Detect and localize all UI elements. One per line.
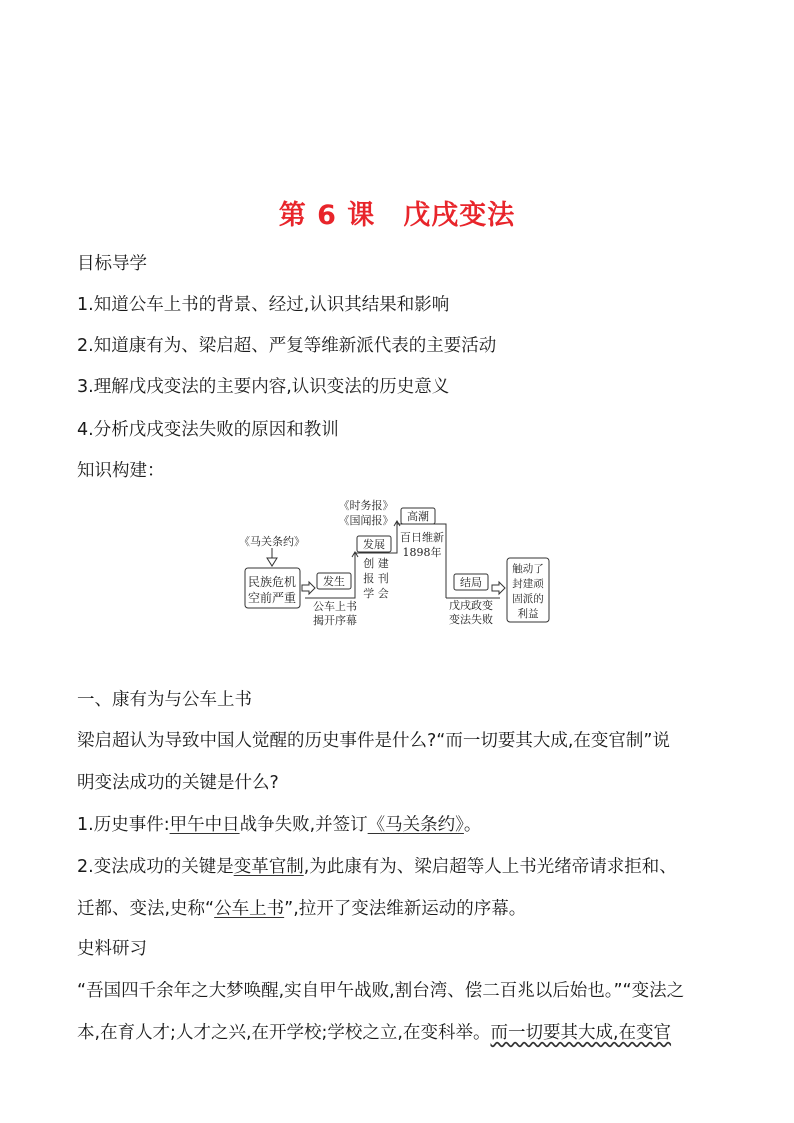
coup-line-1: 戊戌政变 [449,599,493,612]
answer-3-rest: ”,拉开了变法维新运动的序幕。 [284,899,527,919]
interest-line-1: 触动了 [512,563,544,575]
question-line-1: 梁启超认为导致中国人觉醒的历史事件是什么?“而一切要其大成,在变官制”说 [77,731,670,751]
quote-line-2-marked: 而一切要其大成,在变官 [490,1023,672,1043]
interest-line-4: 利益 [517,608,539,620]
quote-line-2 [77,1021,671,1045]
answer-1-blank-1: 甲午中日 [169,815,240,835]
interest-line-2: 封建顽 [512,578,544,590]
gongche-line-2: 揭开序幕 [313,614,357,627]
crisis-line-2: 空前严重 [247,591,297,605]
treaty-label: 《马关条约》 [239,535,305,548]
answer-2-rest: ,为此康有为、梁启超等人上书光绪帝请求拒和、 [303,857,677,877]
quote-line-1: “吾国四千余年之大梦唤醒,实自甲午战败,割台湾、偿二百兆以后始也。”“变法之 [77,981,685,1001]
develop-label: 发展 [363,538,385,551]
coup-line-2: 变法失败 [449,613,493,626]
bairi-line-2: 1898年 [402,546,442,559]
answer-1-mid: 战争失败,并签订 [239,815,368,835]
research-heading: 史料研习 [77,939,147,959]
guide-item-2: 2.知道康有为、梁启超、严复等维新派代表的主要活动 [77,336,497,356]
create-line-3: 学 会 [363,587,389,600]
guide-item-4: 4.分析戊戌变法失败的原因和教训 [77,420,339,440]
guide-item-3: 3.理解戊戌变法的主要内容,认识变法的历史意义 [77,377,450,397]
gongche-line-1: 公车上书 [313,600,357,613]
answer-3-blank: 公车上书 [214,899,285,919]
question-line-2: 明变法成功的关键是什么? [77,773,279,793]
section-heading: 一、康有为与公车上书 [77,690,252,710]
answer-1-blank-2: 《马关条约》 [367,815,464,835]
bairi-line-1: 百日维新 [400,531,444,544]
climax-label: 高潮 [407,510,429,523]
shiwu-label: 《时务报》 [338,499,394,512]
crisis-line-1: 民族危机 [247,575,297,589]
guide-item-1: 1.知道公车上书的背景、经过,认识其结果和影响 [77,295,450,315]
guowen-label: 《国闻报》 [338,514,394,527]
answer-line-2 [77,855,677,879]
result-label: 结局 [460,576,482,589]
answer-1-end: 。 [463,815,482,835]
quote-line-2-plain: 本,在育人才;人才之兴,在开学校;学校之立,在变科举。 [77,1023,491,1043]
create-line-1: 创 建 [363,557,389,570]
interest-line-3: 固派的 [512,593,544,605]
knowledge-heading: 知识构建： [77,461,165,481]
answer-line-1 [77,813,481,837]
page-title: 第 6 课 戊戌变法 [278,200,516,231]
occur-label: 发生 [323,575,345,588]
answer-2-prefix: 2.变法成功的关键是 [77,857,234,877]
answer-2-blank: 变革官制 [233,857,304,877]
answer-line-3 [77,897,526,921]
guide-heading: 目标导学 [77,254,147,274]
answer-3-prefix: 迁都、变法,史称“ [77,899,215,919]
answer-1-prefix: 1.历史事件: [77,815,170,835]
create-line-2: 报 刊 [363,572,389,585]
